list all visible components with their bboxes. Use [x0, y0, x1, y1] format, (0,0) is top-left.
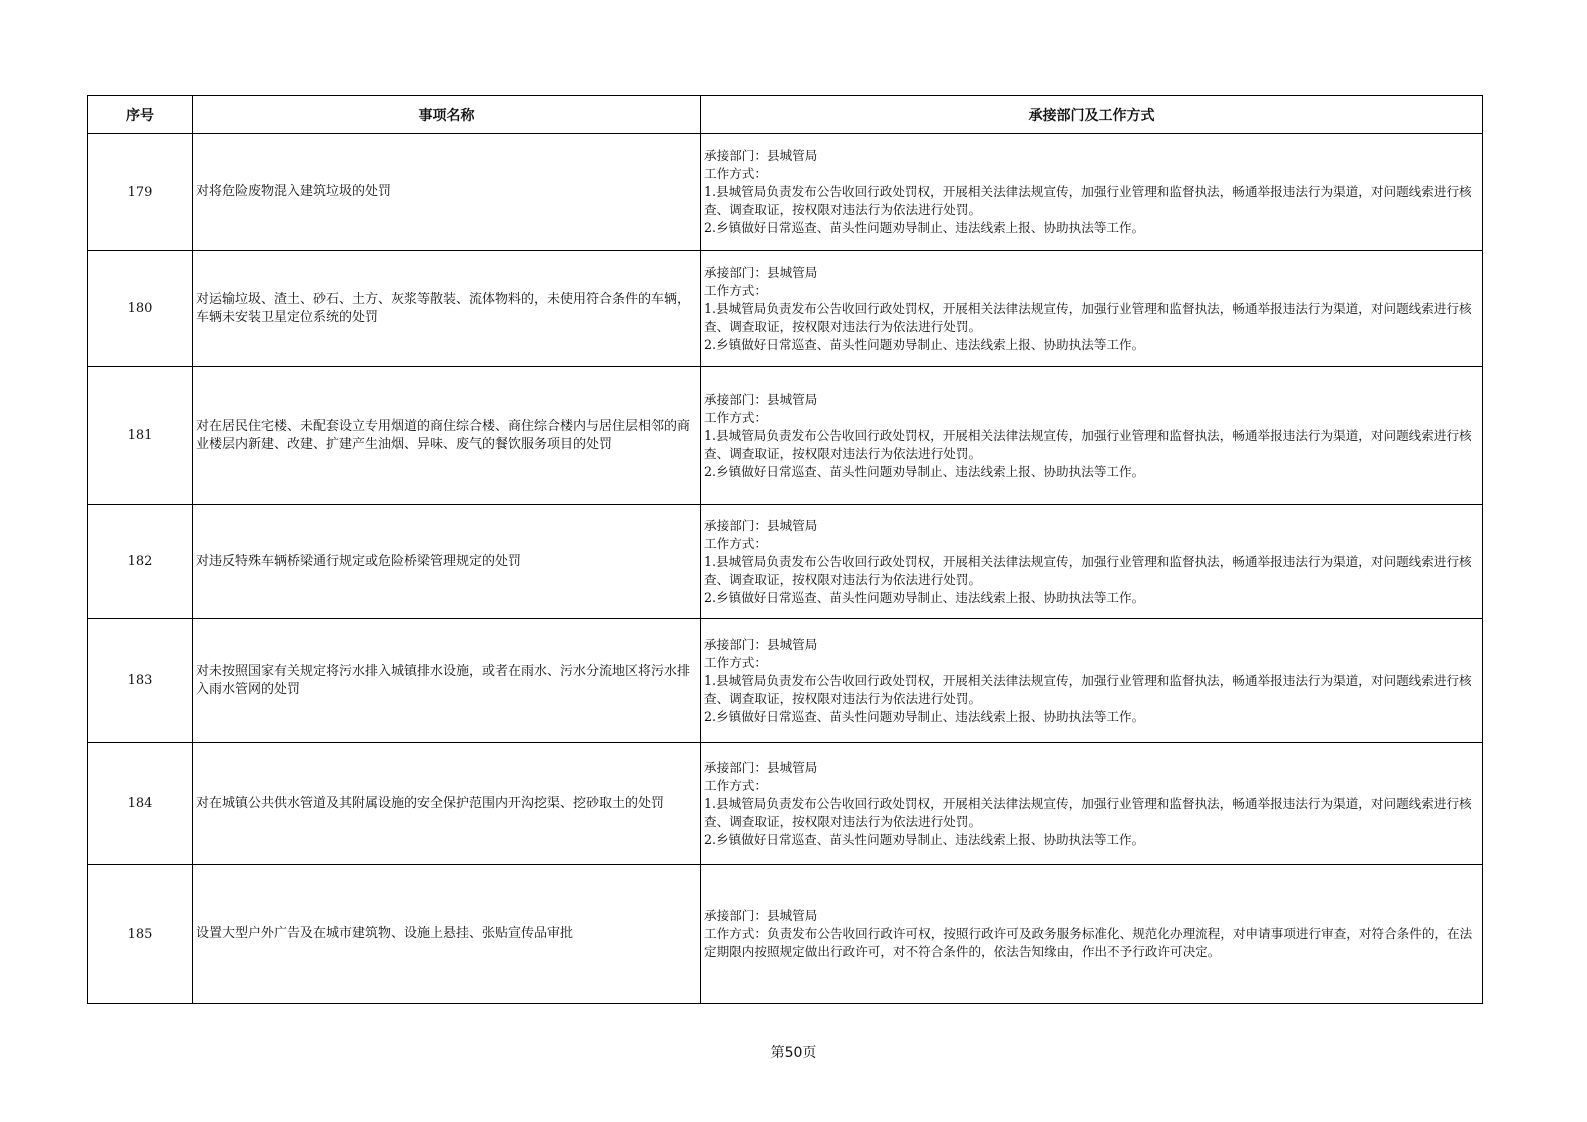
department-method-line: 承接部门：县城管局 [704, 148, 818, 163]
row-item-name: 对在居民住宅楼、未配套设立专用烟道的商住综合楼、商住综合楼内与居住层相邻的商业楼层内新建、改建、扩建产生油烟、异味、废气的餐饮服务项目的处罚 [193, 367, 701, 505]
department-method-line: 1.县城管局负责发布公告收回行政处罚权，开展相关法律法规宣传，加强行业管理和监督执法，畅通举报违法行为渠道，对问题线索进行核查、调查取证，按权限对违法行为依法进行处罚。 [704, 427, 1472, 461]
items-table [87, 95, 1483, 1004]
department-method-line: 1.县城管局负责发布公告收回行政处罚权，开展相关法律法规宣传，加强行业管理和监督执法，畅通举报违法行为渠道，对问题线索进行核查、调查取证，按权限对违法行为依法进行处罚。 [704, 553, 1472, 587]
department-method-line: 1.县城管局负责发布公告收回行政处罚权，开展相关法律法规宣传，加强行业管理和监督执法，畅通举报违法行为渠道，对问题线索进行核查、调查取证，按权限对违法行为依法进行处罚。 [704, 300, 1472, 334]
department-method-line: 工作方式： [704, 654, 767, 670]
row-department-method [701, 743, 1483, 865]
department-method-line: 2.乡镇做好日常巡查、苗头性问题劝导制止、违法线索上报、协助执法等工作。 [704, 589, 1145, 605]
row-item-name: 设置大型户外广告及在城市建筑物、设施上悬挂、张贴宣传品审批 [193, 865, 701, 1004]
row-serial-number: 180 [88, 251, 193, 367]
row-department-method [701, 251, 1483, 367]
row-serial-number: 184 [88, 743, 193, 865]
row-serial-number: 179 [88, 134, 193, 251]
table-row [88, 865, 1483, 1004]
department-method-line: 承接部门：县城管局 [704, 759, 818, 775]
header-serial-number: 序号 [88, 96, 193, 134]
department-method-line: 工作方式： [704, 282, 767, 298]
department-method-line: 2.乡镇做好日常巡查、苗头性问题劝导制止、违法线索上报、协助执法等工作。 [704, 708, 1145, 724]
row-item-name: 对违反特殊车辆桥梁通行规定或危险桥梁管理规定的处罚 [193, 505, 701, 619]
department-method-line: 2.乡镇做好日常巡查、苗头性问题劝导制止、违法线索上报、协助执法等工作。 [704, 831, 1145, 847]
row-serial-number: 183 [88, 619, 193, 743]
table-row [88, 367, 1483, 505]
department-method-line: 2.乡镇做好日常巡查、苗头性问题劝导制止、违法线索上报、协助执法等工作。 [704, 220, 1145, 235]
row-serial-number: 181 [88, 367, 193, 505]
row-serial-number: 182 [88, 505, 193, 619]
department-method-line: 2.乡镇做好日常巡查、苗头性问题劝导制止、违法线索上报、协助执法等工作。 [704, 463, 1145, 479]
department-method-line: 承接部门：县城管局 [704, 636, 818, 652]
row-department-method [701, 505, 1483, 619]
row-item-name: 对运输垃圾、渣土、砂石、土方、灰浆等散装、流体物料的，未使用符合条件的车辆，车辆未安装卫星定位系统的处罚 [193, 251, 701, 367]
row-department-method [701, 367, 1483, 505]
table-body [88, 134, 1483, 1004]
row-department-method [701, 865, 1483, 1004]
table-row [88, 134, 1483, 251]
department-method-line: 1.县城管局负责发布公告收回行政处罚权，开展相关法律法规宣传，加强行业管理和监督执法，畅通举报违法行为渠道，对问题线索进行核查、调查取证，按权限对违法行为依法进行处罚。 [704, 672, 1472, 706]
row-department-method [701, 134, 1483, 251]
department-method-line: 工作方式： [704, 409, 767, 425]
table-row [88, 251, 1483, 367]
page-number: 第50页 [770, 1045, 817, 1061]
department-method-line: 工作方式： [704, 535, 767, 551]
table-row [88, 743, 1483, 865]
department-method-line: 承接部门：县城管局 [704, 264, 818, 280]
department-method-line: 工作方式： [704, 166, 767, 181]
row-item-name: 对未按照国家有关规定将污水排入城镇排水设施，或者在雨水、污水分流地区将污水排入雨水管网的处罚 [193, 619, 701, 743]
table-row [88, 505, 1483, 619]
row-item-name: 对在城镇公共供水管道及其附属设施的安全保护范围内开沟挖渠、挖砂取土的处罚 [193, 743, 701, 865]
table-row [88, 619, 1483, 743]
department-method-line: 1.县城管局负责发布公告收回行政处罚权，开展相关法律法规宣传，加强行业管理和监督执法，畅通举报违法行为渠道，对问题线索进行核查、调查取证，按权限对违法行为依法进行处罚。 [704, 795, 1472, 829]
department-method-line: 承接部门：县城管局 [704, 517, 818, 533]
row-department-method [701, 619, 1483, 743]
row-item-name: 对将危险废物混入建筑垃圾的处罚 [193, 134, 701, 251]
department-method-line: 2.乡镇做好日常巡查、苗头性问题劝导制止、违法线索上报、协助执法等工作。 [704, 336, 1145, 352]
department-method-line: 工作方式： [704, 777, 767, 793]
header-item-name: 事项名称 [193, 96, 701, 134]
department-method-line: 承接部门：县城管局 [704, 391, 818, 407]
department-method-line: 承接部门：县城管局 [704, 908, 818, 923]
header-department-method: 承接部门及工作方式 [701, 96, 1483, 134]
department-method-line: 1.县城管局负责发布公告收回行政处罚权，开展相关法律法规宣传，加强行业管理和监督执法，畅通举报违法行为渠道，对问题线索进行核查、调查取证，按权限对违法行为依法进行处罚。 [704, 184, 1472, 217]
department-method-line: 工作方式：负责发布公告收回行政许可权，按照行政许可及政务服务标准化、规范化办理流程，对申请事项进行审查，对符合条件的，在法定期限内按照规定做出行政许可，对不符合条件的，依法告知缘由，作出不予行政许可决定。 [704, 926, 1473, 959]
table-header-row [88, 96, 1483, 134]
row-serial-number: 185 [88, 865, 193, 1004]
